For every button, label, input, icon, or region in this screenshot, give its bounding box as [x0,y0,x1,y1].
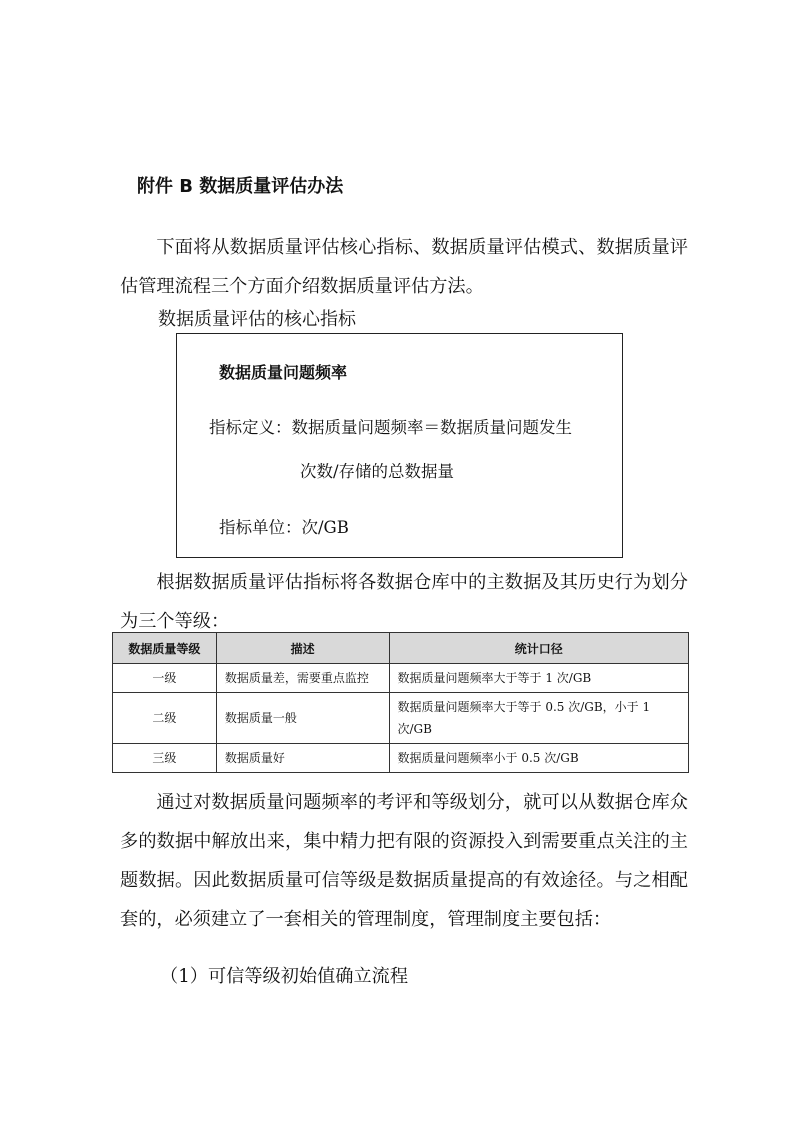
row-criteria: 数据质量问题频率大于等于 1 次/GB [389,664,688,693]
grade-paragraph: 根据数据质量评估指标将各数据仓库中的主数据及其历史行为划分为三个等级： [120,572,688,632]
grade-table-header [113,633,689,664]
row-description: 数据质量一般 [216,693,389,744]
table-row [113,744,689,773]
grade-table [112,632,689,773]
header-criteria: 统计口径 [389,633,688,664]
row-description: 数据质量差，需要重点监控 [216,664,389,693]
row-description: 数据质量好 [216,744,389,773]
table-row [113,693,689,744]
indicator-definition-line2: 次数/存储的总数据量 [300,462,455,481]
intro-paragraph: 下面将从数据质量评估核心指标、数据质量评估模式、数据质量评估管理流程三个方面介绍数据质量评估方法。 [120,237,688,297]
indicator-definition-line1: 指标定义：数据质量问题频率＝数据质量问题发生 [209,418,572,437]
table-row [113,664,689,693]
list-item: （1）可信等级初始值确立流程 [160,966,409,987]
row-criteria: 数据质量问题频率小于 0.5 次/GB [389,744,688,773]
indicator-unit: 指标单位：次/GB [219,518,349,537]
row-level: 二级 [113,693,217,744]
page-heading: 附件 B 数据质量评估办法 [137,176,344,197]
core-indicator-heading: 数据质量评估的核心指标 [158,309,356,330]
conclusion-paragraph: 通过对数据质量问题频率的考评和等级划分，就可以从数据仓库众多的数据中解放出来，集中精力把有限的资源投入到需要重点关注的主题数据。因此数据质量可信等级是数据质量提高的有效途径。与之相配套的，必须建立了一套相关的管理制度，管理制度主要包括： [120,792,688,930]
header-description: 描述 [216,633,389,664]
indicator-box [176,333,623,558]
header-level: 数据质量等级 [113,633,217,664]
indicator-title: 数据质量问题频率 [219,363,348,382]
row-criteria: 数据质量问题频率大于等于 0.5 次/GB，小于 1 次/GB [389,693,688,744]
row-level: 三级 [113,744,217,773]
row-level: 一级 [113,664,217,693]
